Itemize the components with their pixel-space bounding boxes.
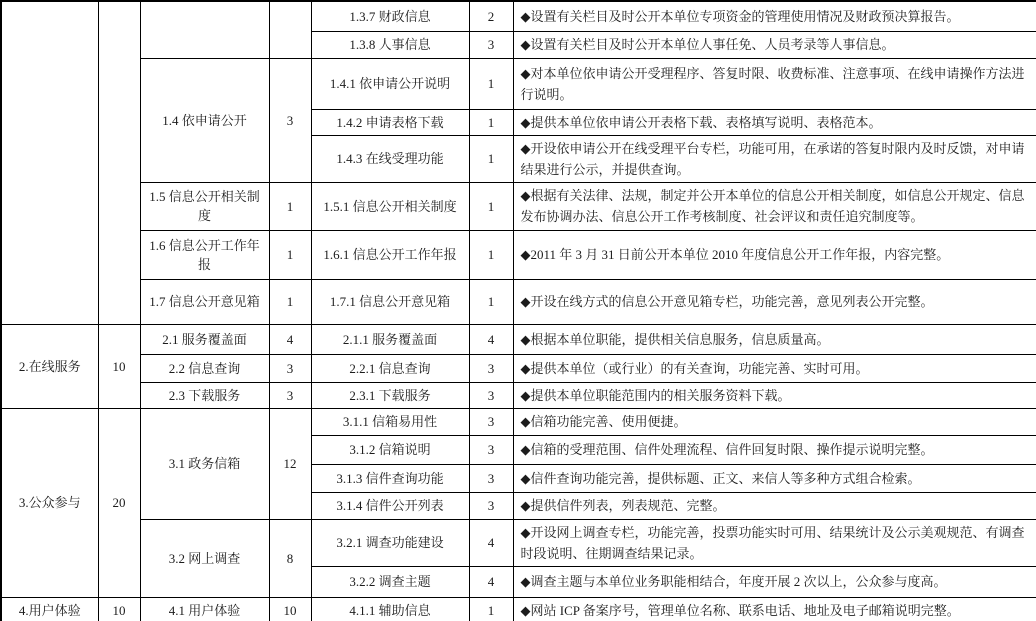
level3-cell: 1.3.7 财政信息 — [311, 1, 469, 31]
table-row — [1, 58, 1036, 109]
level3-score-cell: 2 — [469, 1, 513, 31]
level3-cell: 1.4.2 申请表格下载 — [311, 109, 469, 135]
level1-score-cell: 20 — [98, 408, 140, 597]
criteria-cell: ◆开设依申请公开在线受理平台专栏，功能可用，在承诺的答复时限内及时反馈，对申请结果进行公示，并提供查询。 — [513, 135, 1036, 182]
level2-cell: 2.1 服务覆盖面 — [140, 324, 269, 354]
table-row — [1, 382, 1036, 408]
criteria-cell: ◆信件查询功能完善，提供标题、正文、来信人等多种方式组合检索。 — [513, 464, 1036, 492]
level3-score-cell: 4 — [469, 519, 513, 566]
level2-cell: 3.2 网上调查 — [140, 519, 269, 597]
level2-cell: 2.3 下载服务 — [140, 382, 269, 408]
criteria-cell: ◆调查主题与本单位业务职能相结合，年度开展 2 次以上，公众参与度高。 — [513, 566, 1036, 597]
level3-cell: 1.7.1 信息公开意见箱 — [311, 279, 469, 324]
level3-cell: 2.2.1 信息查询 — [311, 354, 469, 382]
level2-score-cell: 10 — [269, 597, 311, 621]
criteria-cell: ◆信箱的受理范围、信件处理流程、信件回复时限、操作提示说明完整。 — [513, 435, 1036, 464]
level2-score-cell: 3 — [269, 354, 311, 382]
level3-score-cell: 1 — [469, 230, 513, 279]
level1-cell-empty — [1, 1, 98, 324]
level2-score-cell: 1 — [269, 279, 311, 324]
level2-cell-empty — [140, 1, 269, 58]
level2-score-cell: 3 — [269, 58, 311, 182]
level2-score-cell: 1 — [269, 230, 311, 279]
criteria-cell: ◆对本单位依申请公开受理程序、答复时限、收费标准、注意事项、在线申请操作方法进行说明。 — [513, 58, 1036, 109]
criteria-cell: ◆根据有关法律、法规，制定并公开本单位的信息公开相关制度，如信息公开规定、信息发布协调办法、信息公开工作考核制度、社会评议和责任追究制度等。 — [513, 182, 1036, 230]
level3-score-cell: 3 — [469, 354, 513, 382]
level3-score-cell: 3 — [469, 464, 513, 492]
level3-cell: 1.3.8 人事信息 — [311, 31, 469, 58]
level2-cell: 2.2 信息查询 — [140, 354, 269, 382]
level2-cell: 3.1 政务信箱 — [140, 408, 269, 519]
table-row — [1, 408, 1036, 435]
criteria-cell: ◆根据本单位职能，提供相关信息服务，信息质量高。 — [513, 324, 1036, 354]
level3-cell: 4.1.1 辅助信息 — [311, 597, 469, 621]
level3-cell: 1.4.1 依申请公开说明 — [311, 58, 469, 109]
criteria-cell: ◆提供本单位职能范围内的相关服务资料下载。 — [513, 382, 1036, 408]
level2-score-cell: 4 — [269, 324, 311, 354]
criteria-cell: ◆信箱功能完善、使用便捷。 — [513, 408, 1036, 435]
level1-score-cell: 10 — [98, 597, 140, 621]
level1-score-cell-empty — [98, 1, 140, 324]
level2-score-cell: 8 — [269, 519, 311, 597]
level3-score-cell: 1 — [469, 597, 513, 621]
level3-score-cell: 3 — [469, 408, 513, 435]
level2-cell: 1.4 依申请公开 — [140, 58, 269, 182]
criteria-cell: ◆开设网上调查专栏，功能完善，投票功能实时可用、结果统计及公示美观规范、有调查时段说明、往期调查结果记录。 — [513, 519, 1036, 566]
table-row — [1, 182, 1036, 230]
level2-score-cell: 12 — [269, 408, 311, 519]
level1-cell: 4.用户体验 — [1, 597, 98, 621]
level3-cell: 3.1.3 信件查询功能 — [311, 464, 469, 492]
level2-cell: 1.6 信息公开工作年报 — [140, 230, 269, 279]
criteria-cell: ◆提供信件列表，列表规范、完整。 — [513, 492, 1036, 519]
level1-score-cell: 10 — [98, 324, 140, 408]
level3-score-cell: 4 — [469, 566, 513, 597]
level3-score-cell: 1 — [469, 135, 513, 182]
level2-cell: 1.5 信息公开相关制度 — [140, 182, 269, 230]
level3-cell: 1.5.1 信息公开相关制度 — [311, 182, 469, 230]
level3-cell: 3.2.1 调查功能建设 — [311, 519, 469, 566]
table-row — [1, 597, 1036, 621]
level2-score-cell: 3 — [269, 382, 311, 408]
level3-cell: 1.4.3 在线受理功能 — [311, 135, 469, 182]
level3-cell: 3.1.2 信箱说明 — [311, 435, 469, 464]
level3-cell: 2.3.1 下载服务 — [311, 382, 469, 408]
criteria-cell: ◆提供本单位（或行业）的有关查询，功能完善、实时可用。 — [513, 354, 1036, 382]
criteria-cell: ◆开设在线方式的信息公开意见箱专栏，功能完善，意见列表公开完整。 — [513, 279, 1036, 324]
level3-score-cell: 3 — [469, 31, 513, 58]
level3-score-cell: 4 — [469, 324, 513, 354]
level2-score-cell: 1 — [269, 182, 311, 230]
level3-score-cell: 1 — [469, 182, 513, 230]
level3-score-cell: 1 — [469, 109, 513, 135]
level2-cell: 4.1 用户体验 — [140, 597, 269, 621]
table-row — [1, 1, 1036, 31]
level1-cell: 2.在线服务 — [1, 324, 98, 408]
level3-score-cell: 3 — [469, 382, 513, 408]
level3-score-cell: 3 — [469, 435, 513, 464]
level3-score-cell: 1 — [469, 58, 513, 109]
table-row — [1, 230, 1036, 279]
criteria-cell: ◆设置有关栏目及时公开本单位专项资金的管理使用情况及财政预决算报告。 — [513, 1, 1036, 31]
table-row — [1, 324, 1036, 354]
level3-cell: 3.2.2 调查主题 — [311, 566, 469, 597]
level2-score-cell-empty — [269, 1, 311, 58]
level3-cell: 3.1.1 信箱易用性 — [311, 408, 469, 435]
table-row — [1, 519, 1036, 566]
level3-score-cell: 3 — [469, 492, 513, 519]
criteria-cell: ◆网站 ICP 备案序号，管理单位名称、联系电话、地址及电子邮箱说明完整。 — [513, 597, 1036, 621]
criteria-cell: ◆设置有关栏目及时公开本单位人事任免、人员考录等人事信息。 — [513, 31, 1036, 58]
level1-cell: 3.公众参与 — [1, 408, 98, 597]
level2-cell: 1.7 信息公开意见箱 — [140, 279, 269, 324]
level3-score-cell: 1 — [469, 279, 513, 324]
level3-cell: 3.1.4 信件公开列表 — [311, 492, 469, 519]
table-row — [1, 354, 1036, 382]
level3-cell: 1.6.1 信息公开工作年报 — [311, 230, 469, 279]
criteria-cell: ◆提供本单位依申请公开表格下载、表格填写说明、表格范本。 — [513, 109, 1036, 135]
criteria-cell: ◆2011 年 3 月 31 日前公开本单位 2010 年度信息公开工作年报，内容完整。 — [513, 230, 1036, 279]
level3-cell: 2.1.1 服务覆盖面 — [311, 324, 469, 354]
table-row — [1, 279, 1036, 324]
